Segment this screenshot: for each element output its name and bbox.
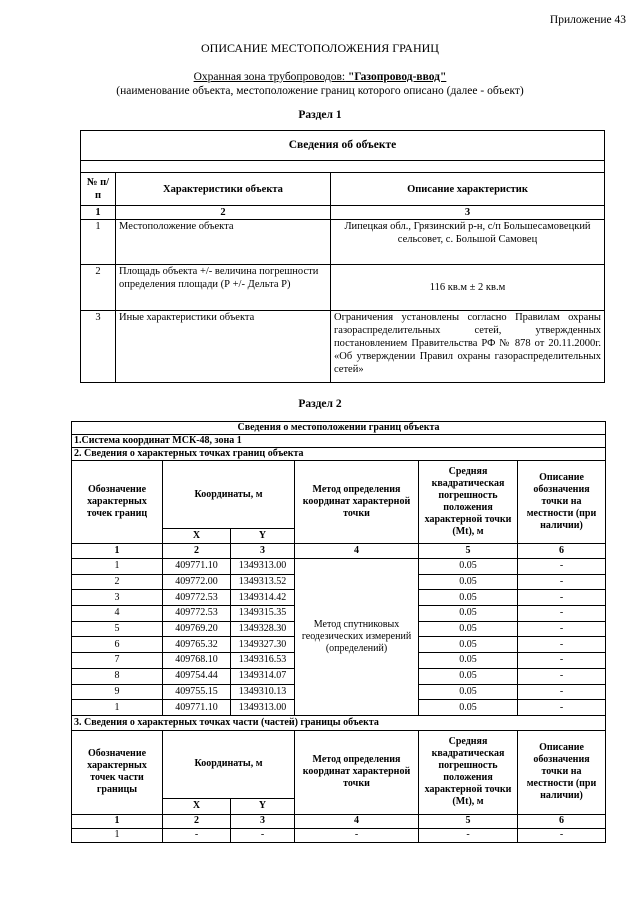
point-y: 1349328.30 xyxy=(231,621,295,637)
header-description: Описание обозначения точки на местности (при наличии) xyxy=(518,461,606,544)
point-x: 409754.44 xyxy=(163,668,231,684)
part-point-method: - xyxy=(295,828,419,842)
subsection3-title: 3. Сведения о характерных точках части (частей) границы объекта xyxy=(72,715,606,730)
point-id: 9 xyxy=(72,684,163,700)
row-num: 2 xyxy=(81,265,116,311)
point-x: 409768.10 xyxy=(163,653,231,669)
col-number: 2 xyxy=(163,544,231,559)
point-id: 7 xyxy=(72,653,163,669)
part-point-x: - xyxy=(163,828,231,842)
header-error: Средняя квадратическая погрешность положения характерной точки (Mt), м xyxy=(419,730,518,814)
point-desc: - xyxy=(518,653,606,669)
point-desc: - xyxy=(518,559,606,575)
point-mt: 0.05 xyxy=(419,590,518,606)
col-number: 3 xyxy=(331,206,605,220)
header-method: Метод определения координат характерной точки xyxy=(295,461,419,544)
point-y: 1349316.53 xyxy=(231,653,295,669)
col-number: 4 xyxy=(295,544,419,559)
row-num: 3 xyxy=(81,311,116,383)
point-id: 4 xyxy=(72,606,163,622)
col-number: 2 xyxy=(116,206,331,220)
part-point-desc: - xyxy=(518,828,606,842)
point-x: 409772.53 xyxy=(163,606,231,622)
point-mt: 0.05 xyxy=(419,559,518,575)
header-designation: Обозначение характерных точек части границы xyxy=(72,730,163,814)
part-point-mt: - xyxy=(419,828,518,842)
coord-system: 1.Система координат МСК-48, зона 1 xyxy=(72,435,606,448)
point-desc: - xyxy=(518,621,606,637)
point-mt: 0.05 xyxy=(419,574,518,590)
point-mt: 0.05 xyxy=(419,606,518,622)
object-note: (наименование объекта, местоположение границ которого описано (далее - объект) xyxy=(116,85,524,97)
point-mt: 0.05 xyxy=(419,684,518,700)
point-mt: 0.05 xyxy=(419,668,518,684)
col-number: 6 xyxy=(518,544,606,559)
boundaries-table xyxy=(71,421,606,843)
row-desc: Липецкая обл., Грязинский р-н, с/п Большесамовецкий сельсовет, с. Большой Самовец xyxy=(331,220,605,265)
col-header-characteristics: Характеристики объекта xyxy=(116,173,331,206)
col-number: 1 xyxy=(72,544,163,559)
header-description: Описание обозначения точки на местности (при наличии) xyxy=(518,730,606,814)
col-number: 5 xyxy=(419,544,518,559)
part-point-y: - xyxy=(231,828,295,842)
point-y: 1349314.42 xyxy=(231,590,295,606)
point-mt: 0.05 xyxy=(419,700,518,716)
table-row xyxy=(81,265,605,311)
point-y: 1349315.35 xyxy=(231,606,295,622)
point-desc: - xyxy=(518,637,606,653)
col-number: 1 xyxy=(81,206,116,220)
section1-heading: Раздел 1 xyxy=(298,109,342,121)
object-line xyxy=(0,71,640,83)
point-y: 1349310.13 xyxy=(231,684,295,700)
col-number: 1 xyxy=(72,814,163,828)
point-id: 6 xyxy=(72,637,163,653)
subsection2-title: 2. Сведения о характерных точках границ объекта xyxy=(72,448,606,461)
appendix-label: Приложение 43 xyxy=(549,14,626,26)
point-desc: - xyxy=(518,606,606,622)
point-id: 1 xyxy=(72,700,163,716)
col-number: 2 xyxy=(163,814,231,828)
point-y: 1349313.00 xyxy=(231,559,295,575)
col-number: 4 xyxy=(295,814,419,828)
point-id: 3 xyxy=(72,590,163,606)
point-y: 1349313.00 xyxy=(231,700,295,716)
table-row xyxy=(72,828,606,842)
document-title: ОПИСАНИЕ МЕСТОПОЛОЖЕНИЯ ГРАНИЦ xyxy=(201,41,439,55)
part-point-id: 1 xyxy=(72,828,163,842)
point-desc: - xyxy=(518,590,606,606)
object-info-table xyxy=(80,130,605,383)
table-title: Сведения о местоположении границ объекта xyxy=(72,422,606,435)
col-number: 3 xyxy=(231,544,295,559)
point-x: 409769.20 xyxy=(163,621,231,637)
header-x: X xyxy=(163,529,231,544)
point-x: 409771.10 xyxy=(163,700,231,716)
object-name: "Газопровод-ввод" xyxy=(345,71,447,83)
point-mt: 0.05 xyxy=(419,637,518,653)
point-y: 1349327.30 xyxy=(231,637,295,653)
table-title: Сведения об объекте xyxy=(81,131,605,161)
point-x: 409772.53 xyxy=(163,590,231,606)
point-desc: - xyxy=(518,684,606,700)
row-name: Иные характеристики объекта xyxy=(116,311,331,383)
point-id: 5 xyxy=(72,621,163,637)
point-desc: - xyxy=(518,574,606,590)
point-y: 1349314.07 xyxy=(231,668,295,684)
row-num: 1 xyxy=(81,220,116,265)
header-coordinates: Координаты, м xyxy=(163,730,295,798)
row-name: Местоположение объекта xyxy=(116,220,331,265)
col-number: 6 xyxy=(518,814,606,828)
point-x: 409765.32 xyxy=(163,637,231,653)
row-desc: Ограничения установлены согласно Правилам охраны газораспределительных сетей, утвержденных постановлением Правительства РФ № 878 от 20.11.2000г. «Об утверждении Правил охраны газораспределительных сетей» xyxy=(331,311,605,383)
point-y: 1349313.52 xyxy=(231,574,295,590)
header-method: Метод определения координат характерной точки xyxy=(295,730,419,814)
table-row xyxy=(81,220,605,265)
point-x: 409755.15 xyxy=(163,684,231,700)
point-desc: - xyxy=(518,668,606,684)
table-row xyxy=(72,559,606,575)
point-x: 409771.10 xyxy=(163,559,231,575)
point-id: 1 xyxy=(72,559,163,575)
object-prefix: Охранная зона трубопроводов: xyxy=(193,71,346,83)
header-y: Y xyxy=(231,529,295,544)
point-mt: 0.05 xyxy=(419,621,518,637)
col-number: 3 xyxy=(231,814,295,828)
method-cell: Метод спутниковых геодезических измерений (определений) xyxy=(295,559,419,716)
col-header-description: Описание характеристик xyxy=(331,173,605,206)
point-id: 2 xyxy=(72,574,163,590)
header-x: X xyxy=(163,798,231,814)
header-y: Y xyxy=(231,798,295,814)
header-error: Средняя квадратическая погрешность положения характерной точки (Mt), м xyxy=(419,461,518,544)
point-id: 8 xyxy=(72,668,163,684)
point-mt: 0.05 xyxy=(419,653,518,669)
col-header-num: № п/п xyxy=(81,173,116,206)
point-desc: - xyxy=(518,700,606,716)
header-designation: Обозначение характерных точек границ xyxy=(72,461,163,544)
row-name: Площадь объекта +/- величина погрешности определения площади (Р +/- Дельта Р) xyxy=(116,265,331,311)
section2-heading: Раздел 2 xyxy=(298,398,342,410)
col-number: 5 xyxy=(419,814,518,828)
header-coordinates: Координаты, м xyxy=(163,461,295,529)
point-x: 409772.00 xyxy=(163,574,231,590)
row-desc: 116 кв.м ± 2 кв.м xyxy=(331,265,605,311)
table-row xyxy=(81,311,605,383)
spacer-row xyxy=(81,161,605,173)
